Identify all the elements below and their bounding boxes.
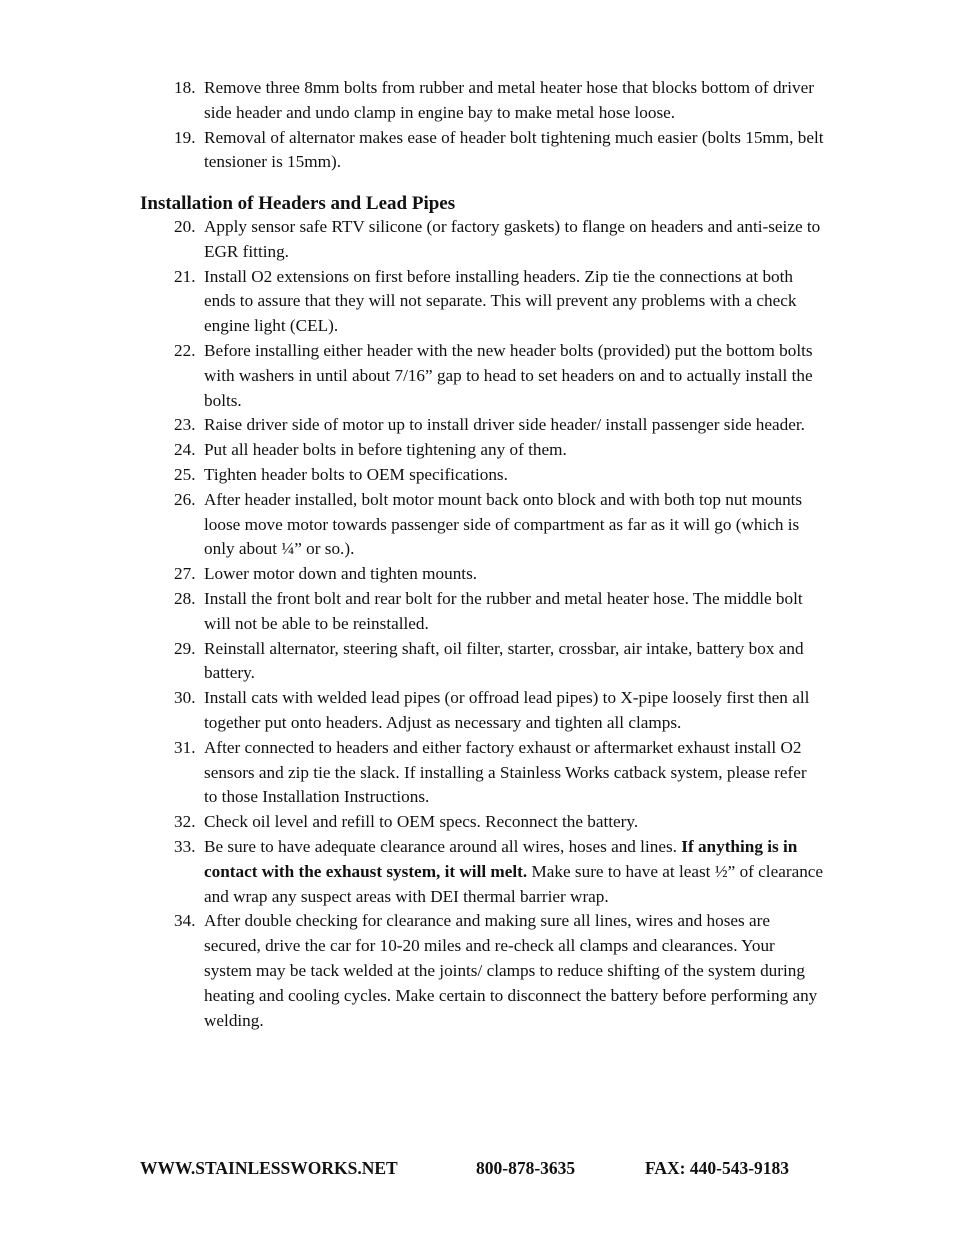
step-text: Install O2 extensions on first before installing headers. Zip tie the connections at both ends to assure that they will not separate. This will prevent any problems with a check engine light (CEL). (204, 266, 797, 336)
list-item (174, 413, 824, 438)
step-number: 18. (174, 78, 196, 97)
step-number: 30. (174, 688, 196, 708)
step-number: 23. (174, 415, 196, 435)
instruction-list-main (174, 215, 824, 1033)
step-number: 26. (174, 489, 196, 509)
list-item (174, 339, 824, 413)
step-text: Apply sensor safe RTV silicone (or factory gaskets) to flange on headers and anti-seize to EGR fitting. (204, 217, 821, 261)
list-item (174, 76, 824, 126)
instruction-list-top (174, 76, 824, 175)
step-text: Reinstall alternator, steering shaft, oil filter, starter, crossbar, air intake, battery box and battery. (204, 638, 804, 683)
footer-phone: 800-878-3635 (476, 1158, 576, 1178)
step-text: Install the front bolt and rear bolt for the rubber and metal heater hose. The middle bolt will not be able to be reinstalled. (204, 588, 803, 633)
step-number: 31. (174, 737, 196, 757)
footer-fax: FAX: 440-543-9183 (645, 1158, 790, 1178)
step-number: 33. (174, 836, 196, 856)
list-item (174, 637, 824, 687)
list-item (174, 736, 824, 810)
list-item (174, 587, 824, 637)
step-number: 32. (174, 812, 196, 832)
step-text: Lower motor down and tighten mounts. (204, 564, 478, 584)
list-item (174, 265, 824, 339)
step-text: Be sure to have adequate clearance around all wires, hoses and lines. (204, 836, 677, 856)
step-number: 22. (174, 340, 196, 360)
list-item (174, 488, 824, 562)
step-text: Raise driver side of motor up to install driver side header/ install passenger side header. (204, 415, 805, 435)
list-item (174, 835, 824, 909)
step-text: Remove three 8mm bolts from rubber and metal heater hose that blocks bottom of driver side header and undo clamp in engine bay to make metal hose loose. (204, 78, 814, 122)
list-item (174, 215, 824, 265)
list-item (174, 438, 824, 463)
step-number: 34. (174, 911, 196, 931)
list-item (174, 463, 824, 488)
section-heading: Installation of Headers and Lead Pipes (140, 193, 456, 214)
step-text: Make sure to have at least ½” of clearance and wrap any suspect areas with DEI thermal barrier wrap. (204, 861, 824, 906)
step-number: 28. (174, 588, 196, 608)
list-item (174, 909, 824, 1033)
step-text: Put all header bolts in before tightening any of them. (204, 440, 567, 460)
step-text: Install cats with welded lead pipes (or offroad lead pipes) to X-pipe loosely first then all together put onto headers. Adjust as necessary and tighten all clamps. (204, 688, 810, 732)
step-text: Removal of alternator makes ease of header bolt tightening much easier (bolts 15mm, belt tensioner is 15mm). (204, 127, 824, 172)
step-text: Tighten header bolts to OEM specifications. (204, 464, 508, 484)
step-number: 21. (174, 266, 196, 286)
step-number: 25. (174, 464, 196, 484)
step-text: After header installed, bolt motor mount back onto block and with both top nut mounts loose move motor towards passenger side of compartment as far as it will go (which is only about ¼” or so.). (204, 489, 803, 559)
step-text: Before installing either header with the new header bolts (provided) put the bottom bolts with washers in until about 7/16” gap to head to set headers on and to actually install the bolts. (204, 340, 813, 410)
step-number: 29. (174, 638, 196, 658)
step-number: 24. (174, 440, 196, 460)
list-item (174, 562, 824, 587)
step-text: Check oil level and refill to OEM specs. Reconnect the battery. (204, 812, 639, 832)
list-item (174, 686, 824, 736)
step-text: After double checking for clearance and making sure all lines, wires and hoses are secured, drive the car for 10-20 miles and re-check all clamps and clearances. Your system may be tack welded at the joints/ clamps to reduce shifting of the system during heating and cooling cycles. Make certain to disconnect the battery before performing any welding. (204, 911, 818, 1030)
list-item (174, 126, 824, 176)
step-number: 20. (174, 217, 196, 236)
footer-website: WWW.STAINLESSWORKS.NET (140, 1158, 398, 1178)
step-warning-text: If anything is in contact with the exhaust system, it will melt. (204, 836, 798, 881)
list-item (174, 810, 824, 835)
step-text: After connected to headers and either factory exhaust or aftermarket exhaust install O2 sensors and zip tie the slack. If installing a Stainless Works catback system, please refer to those Installation Instructions. (204, 737, 807, 807)
step-number: 27. (174, 564, 196, 584)
step-number: 19. (174, 127, 196, 147)
